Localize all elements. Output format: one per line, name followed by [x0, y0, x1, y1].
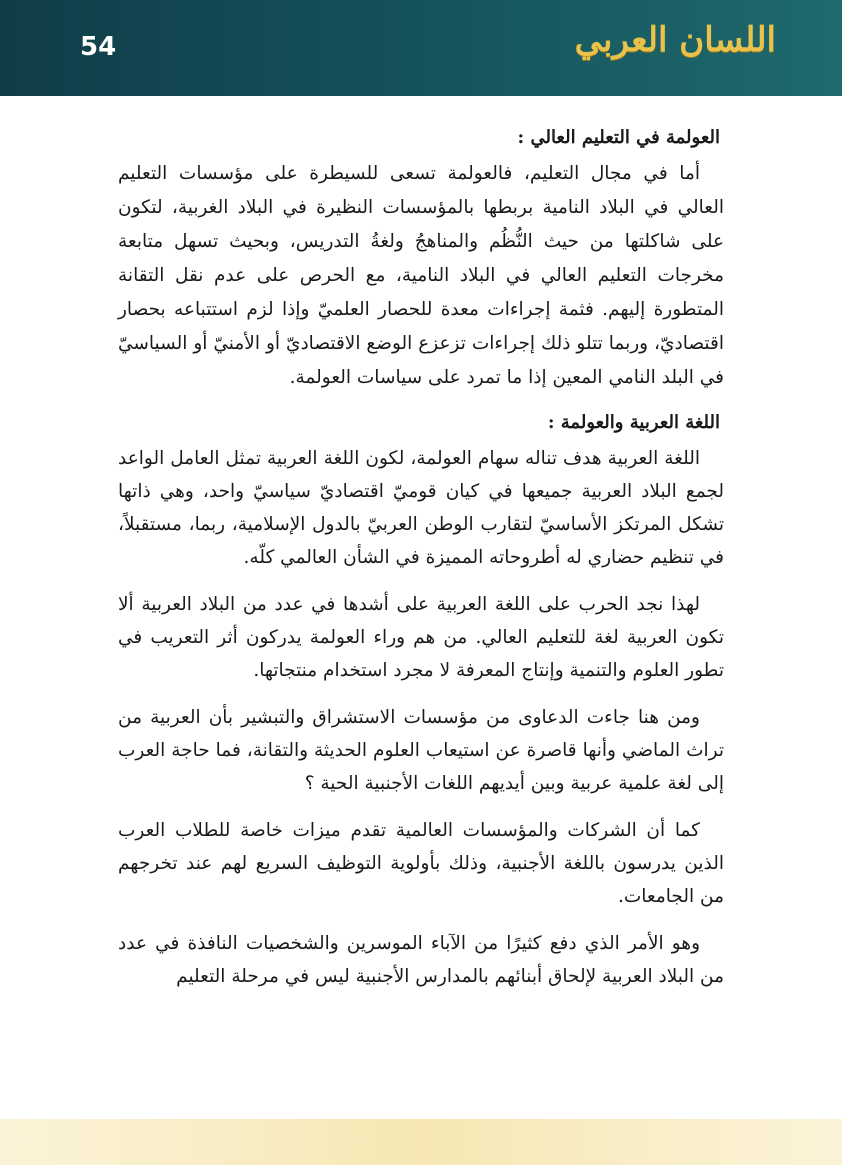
paragraph: كما أن الشركات والمؤسسات العالمية تقدم ميزات خاصة للطلاب العرب الذين يدرسون باللغة الأجنبية، وذلك بأولوية التوظيف السريع لهم عند تخرجهم من الجامعات. [118, 820, 724, 907]
page-number: 54 [80, 32, 117, 62]
article-body [118, 114, 724, 1007]
section-title-globalization-higher-education: العولمة في التعليم العالي : [517, 127, 720, 148]
paragraph: أما في مجال التعليم، فالعولمة تسعى للسيطرة على مؤسسات التعليم العالي في البلاد النامية بربطها بالمؤسسات النظيرة في البلاد الغربية، لتكون على شاكلتها من حيث النُّظُم والمناهجُ ولغةُ التدريس، وبحيث تسهل متابعة مخرجات التعليم العالي في البلاد النامية، مع الحرص على عدم نقل التقانة المتطورة إليهم. فثمة إجراءات معدة للحصار العلميّ وإذا لزم استتباعه بحصار اقتصاديّ، وربما تتلو ذلك إجراءات تزعزع الوضع الاقتصاديّ أو الأمنيّ أو السياسيّ في البلد النامي المعين إذا ما تمرد على سياسات العولمة. [118, 163, 724, 388]
paragraph: وهو الأمر الذي دفع كثيرًا من الآباء الموسرين والشخصيات النافذة في عدد من البلاد العربية لإلحاق أبنائهم بالمدارس الأجنبية ليس في مرحلة التعليم [118, 933, 724, 987]
paragraph: اللغة العربية هدف تناله سهام العولمة، لكون اللغة العربية تمثل العامل الواعد لجمع البلاد العربية جميعها في كيان قوميّ اقتصاديّ سياسيّ واحد، وهي ذاتها تشكل المرتكز الأساسيّ لتقارب الوطن العربيّ بالدول الإسلامية، ربما، مستقبلاً، في تنظيم حضاري له أطروحاته المميزة في الشأن العالمي كلّه. [118, 448, 724, 568]
page-header [0, 0, 842, 96]
section-title-arabic-language-globalization: اللغة العربية والعولمة : [547, 412, 720, 433]
paragraph: ومن هنا جاءت الدعاوى من مؤسسات الاستشراق والتبشير بأن العربية من تراث الماضي وأنها قاصرة عن استيعاب العلوم الحديثة والتقانة، فما حاجة العرب إلى لغة علمية عربية وبين أيديهم اللغات الأجنبية الحية ؟ [118, 707, 724, 794]
magazine-logo: اللسان العربي [574, 20, 776, 60]
paragraph: لهذا نجد الحرب على اللغة العربية على أشدها في عدد من البلاد العربية ألا تكون العربية لغة للتعليم العالي. من هم وراء العولمة يدركون أثر التعريب في تطور العلوم والتنمية وإنتاج المعرفة لا مجرد استخدام منتجاتها. [118, 594, 724, 681]
page-footer-band [0, 1119, 842, 1165]
